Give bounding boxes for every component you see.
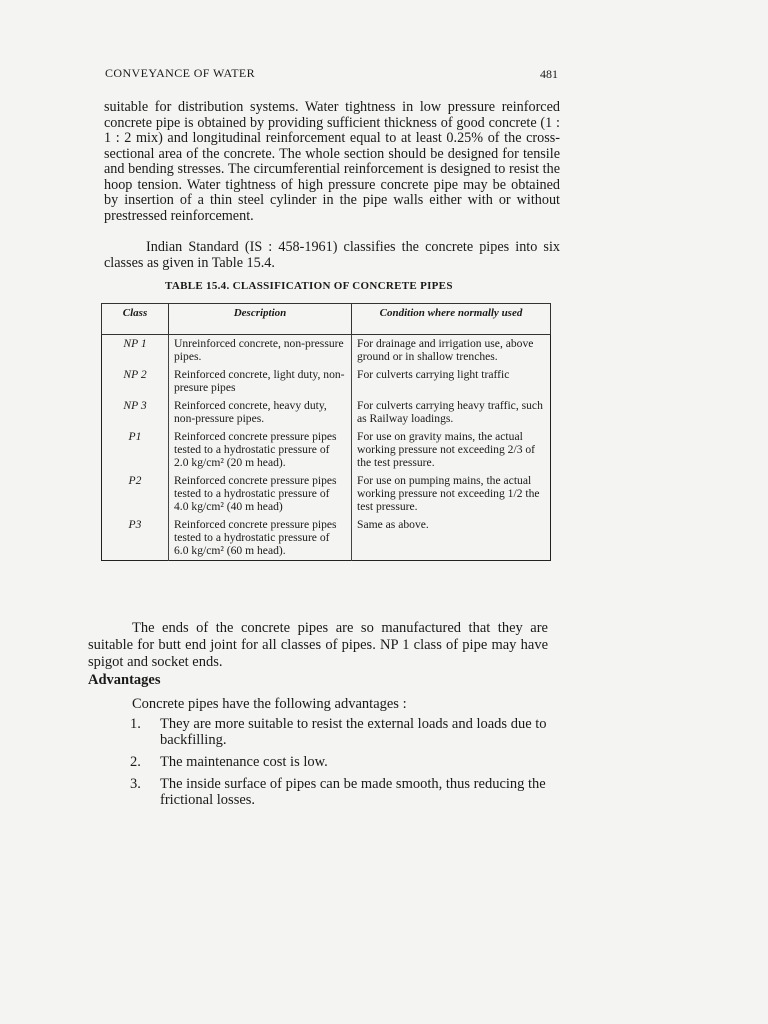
list-item	[130, 776, 550, 808]
column-header-class: Class	[102, 304, 169, 335]
concrete-pipe-classes-table	[101, 303, 551, 561]
paragraph-pipe-ends: The ends of the concrete pipes are so manufactured that they are suitable for butt end joint for all classes of pipes. NP 1 class of pipe may have spigot and socket ends.	[88, 620, 548, 670]
table-row	[102, 366, 551, 397]
table-caption: TABLE 15.4. CLASSIFICATION OF CONCRETE PIPES	[165, 280, 453, 292]
table-row	[102, 397, 551, 428]
table-row	[102, 428, 551, 472]
table-row	[102, 472, 551, 516]
column-header-condition: Condition where normally used	[352, 304, 551, 335]
cell-condition: For drainage and irrigation use, above ground or in shallow trenches.	[357, 337, 534, 363]
column-header-description: Description	[169, 304, 352, 335]
list-item-text: They are more suitable to resist the external loads and loads due to backfilling.	[160, 716, 547, 748]
table-row	[102, 335, 551, 367]
paragraph-classification: Indian Standard (IS : 458-1961) classifies the concrete pipes into six classes as given in Table 15.4.	[104, 239, 560, 271]
cell-condition: For use on gravity mains, the actual working pressure not exceeding 2/3 of the test pressure.	[357, 430, 536, 469]
advantages-intro: Concrete pipes have the following advantages :	[132, 696, 407, 712]
cell-class: NP 3	[102, 397, 169, 428]
page-number: 481	[540, 67, 558, 81]
cell-description: Reinforced concrete pressure pipes tested to a hydrostatic pressure of 2.0 kg/cm² (20 m head).	[169, 428, 352, 472]
cell-description: Reinforced concrete pressure pipes tested to a hydrostatic pressure of 6.0 kg/cm² (60 m head).	[169, 516, 352, 561]
list-item	[130, 754, 550, 770]
table-header-row	[102, 304, 551, 335]
cell-class: P1	[102, 428, 169, 472]
cell-condition: For culverts carrying light traffic	[357, 368, 510, 381]
list-item-text: The maintenance cost is low.	[160, 754, 328, 770]
cell-description: Unreinforced concrete, non-pressure pipes.	[169, 335, 352, 367]
section-heading-advantages: Advantages	[88, 672, 161, 688]
list-item-number: 3.	[130, 776, 141, 792]
running-header: CONVEYANCE OF WATER	[105, 66, 256, 80]
cell-description: Reinforced concrete, light duty, non-presure pipes	[169, 366, 352, 397]
cell-condition: Same as above.	[357, 518, 429, 531]
list-item-number: 2.	[130, 754, 141, 770]
cell-description: Reinforced concrete, heavy duty, non-pressure pipes.	[169, 397, 352, 428]
cell-condition: For use on pumping mains, the actual working pressure not exceeding 1/2 the test pressure.	[357, 474, 540, 513]
cell-class: P2	[102, 472, 169, 516]
list-item	[130, 716, 550, 748]
table-row	[102, 516, 551, 561]
cell-class: P3	[102, 516, 169, 561]
cell-class: NP 2	[102, 366, 169, 397]
list-item-number: 1.	[130, 716, 141, 732]
cell-description: Reinforced concrete pressure pipes tested to a hydrostatic pressure of 4.0 kg/cm² (40 m head)	[169, 472, 352, 516]
cell-class: NP 1	[102, 335, 169, 367]
paragraph-intro: suitable for distribution systems. Water tightness in low pressure reinforced concrete pipe is obtained by providing sufficient thickness of good concrete (1 : 1 : 2 mix) and longitudinal reinforcement equal to at least 0.25% of the cross-sectional area of the concrete. The whole section should be designed for tensile and bending stresses. The circumferential reinforcement is designed to resist the hoop tension. Water tightness of high pressure concrete pipe may be obtained by insertion of a thin steel cylinder in the pipe walls either with or without prestressed reinforcement.	[104, 99, 560, 224]
advantages-list	[130, 716, 550, 814]
cell-condition: For culverts carrying heavy traffic, such as Railway loadings.	[357, 399, 543, 425]
list-item-text: The inside surface of pipes can be made smooth, thus reducing the frictional losses.	[160, 776, 546, 808]
